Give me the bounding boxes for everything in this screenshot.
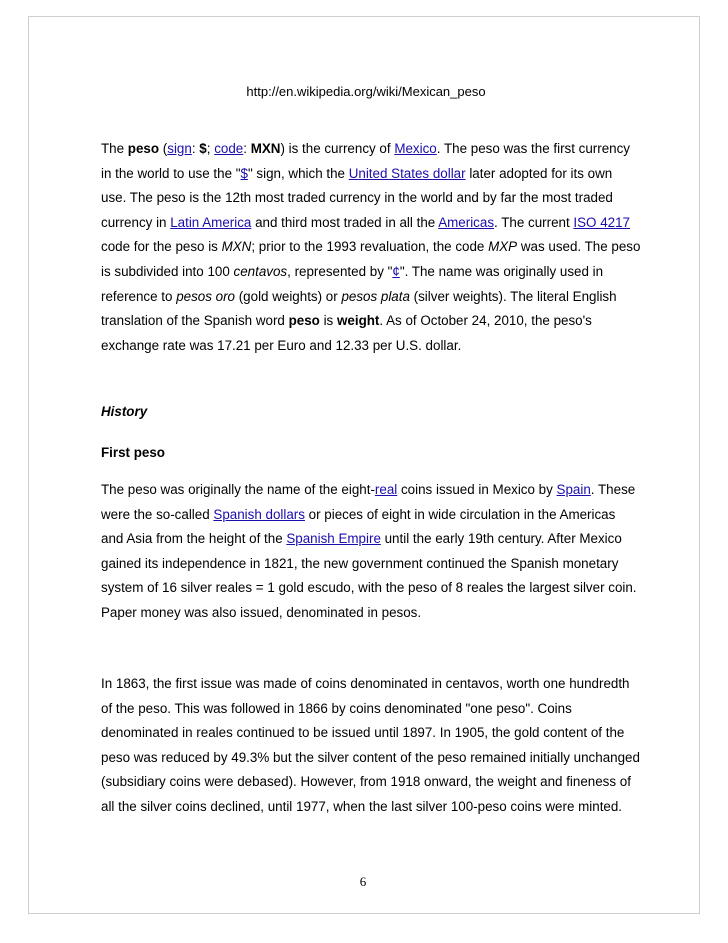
text-run: ; <box>206 141 215 156</box>
pesos-plata-italic: pesos plata <box>341 288 410 304</box>
weight-term: weight <box>336 313 380 329</box>
text-run: . The current <box>494 214 574 230</box>
text-run: . As of October 24, 2010, the peso's exchange rate was 17.21 per Euro and 12.33 per U.S. dollar. <box>101 313 592 353</box>
real-link[interactable]: real <box>374 482 398 497</box>
text-run: " sign, which the <box>247 165 349 181</box>
centavos-italic: centavos <box>233 263 288 279</box>
first-peso-heading: First peso <box>101 445 165 460</box>
spain-link[interactable]: Spain <box>556 482 591 497</box>
document-page <box>28 16 700 914</box>
text-run: ". The name was originally used in reference to <box>101 263 604 304</box>
code-link[interactable]: code <box>214 141 244 156</box>
iso-4217-link[interactable]: ISO 4217 <box>573 214 630 230</box>
latin-america-link[interactable]: Latin America <box>170 214 252 230</box>
spanish-empire-link[interactable]: Spanish Empire <box>286 531 381 547</box>
text-run: or pieces of eight in wide circulation in the Americas and Asia from the height of the <box>101 506 616 547</box>
text-run: (silver weights). The literal English translation of the Spanish word <box>101 288 617 329</box>
text-run: and third most traded in all the <box>251 214 439 230</box>
intro-paragraph <box>101 137 641 358</box>
first-peso-paragraph <box>101 478 641 626</box>
united-states-dollar-link[interactable]: United States dollar <box>348 165 466 181</box>
text-run: ( <box>159 141 168 156</box>
peso-term: peso <box>127 141 160 156</box>
text-run: The peso was originally the name of the eight- <box>101 482 375 497</box>
dollar-sign-link[interactable]: $ <box>240 165 248 181</box>
peso-term: peso <box>288 313 320 329</box>
history-1863-paragraph: In 1863, the first issue was made of coins denominated in centavos, worth one hundredth of the peso. This was followed in 1866 by coins denominated "one peso". Coins denominated in reales continued to be issued until 1897. In 1905, the gold content of the peso was reduced by 49.3% but the silver content of the peso remained initially unchanged (subsidiary coins were debased). However, from 1918 onward, the weight and fineness of all the silver coins declined, until 1977, when the last silver 100-peso coins were minted. <box>101 676 640 814</box>
text-run: later adopted for its own use. The peso is the 12th most traded currency in the world and by far the most traded currency in <box>101 165 613 230</box>
spanish-dollars-link[interactable]: Spanish dollars <box>213 506 305 522</box>
dollar-symbol: $ <box>199 141 207 156</box>
text-run: The <box>101 141 128 156</box>
text-run: : <box>191 141 200 156</box>
text-run: . The peso was the first currency in the world to use the " <box>101 141 631 181</box>
sign-link[interactable]: sign <box>167 141 192 156</box>
text-run: is <box>319 313 337 329</box>
text-run: coins issued in Mexico by <box>397 482 557 497</box>
cent-sign-link[interactable]: ¢ <box>392 263 400 279</box>
text-run: ; prior to the 1993 revaluation, the code <box>251 239 489 255</box>
pesos-oro-italic: pesos oro <box>176 288 235 304</box>
text-run: ) is the currency of <box>280 141 395 156</box>
text-run: was used. The peso is subdivided into 100 <box>101 239 641 279</box>
text-run: until the early 19th century. After Mexico gained its independence in 1821, the new government continued the Spanish monetary system of 16 silver reales = 1 gold escudo, with the peso of 8 reales the largest silver coin. Paper money was also issued, denominated in pesos. <box>101 531 637 620</box>
source-url: http://en.wikipedia.org/wiki/Mexican_peso <box>246 84 486 99</box>
history-heading: History <box>101 404 148 419</box>
text-run: (gold weights) or <box>235 288 342 304</box>
page-number: 6 <box>359 874 367 889</box>
text-run: . These were the so-called <box>101 482 636 522</box>
text-run: , represented by " <box>287 263 393 279</box>
mxp-italic: MXP <box>488 239 518 255</box>
mxn-code: MXN <box>250 141 281 156</box>
mxn-italic: MXN <box>221 239 252 255</box>
text-run: : <box>243 141 251 156</box>
text-run: code for the peso is <box>101 239 222 255</box>
mexico-link[interactable]: Mexico <box>394 141 437 156</box>
americas-link[interactable]: Americas <box>438 214 495 230</box>
